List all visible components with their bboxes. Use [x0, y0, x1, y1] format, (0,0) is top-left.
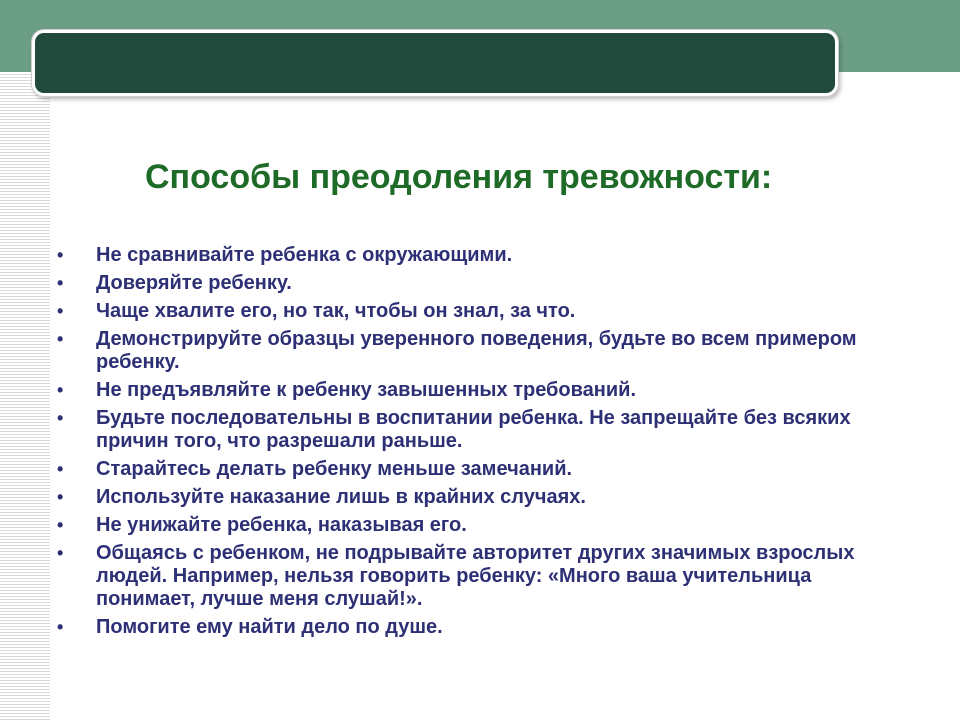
list-item-text: Не унижайте ребенка, наказывая его. — [96, 514, 467, 536]
list-item — [55, 486, 905, 509]
list-item — [55, 542, 905, 611]
bullet-dot: • — [57, 329, 64, 349]
list-item — [55, 244, 905, 267]
bullet-dot: • — [57, 273, 64, 293]
bullet-dot: • — [57, 245, 64, 265]
list-item-text: Чаще хвалите его, но так, чтобы он знал, за что. — [96, 300, 576, 322]
list-item — [55, 272, 905, 295]
list-item-text: Не предъявляйте к ребенку завышенных требований. — [96, 379, 636, 401]
list-item-text: Помогите ему найти дело по душе. — [96, 616, 443, 638]
list-item — [55, 300, 905, 323]
bullet-dot: • — [57, 487, 64, 507]
bullet-dot: • — [57, 617, 64, 637]
list-item — [55, 407, 905, 453]
list-item-text: Используйте наказание лишь в крайних случаях. — [96, 486, 586, 508]
bullet-dot: • — [57, 301, 64, 321]
list-item-text: Доверяйте ребенку. — [96, 272, 292, 294]
list-item-text: Старайтесь делать ребенку меньше замечаний. — [96, 458, 573, 480]
title-bar-panel — [32, 30, 838, 96]
slide-title: Способы преодоления тревожности: — [145, 158, 773, 196]
list-item-text: Будьте последовательны в воспитании ребенка. Не запрещайте без всяких причин того, что разрешали раньше. — [96, 407, 851, 452]
list-item — [55, 458, 905, 481]
bullet-dot: • — [57, 515, 64, 535]
bullet-dot: • — [57, 459, 64, 479]
list-item — [55, 616, 905, 639]
list-item-text: Демонстрируйте образцы уверенного поведения, будьте во всем примером ребенку. — [96, 328, 857, 373]
list-item — [55, 328, 905, 374]
list-item — [55, 514, 905, 537]
list-item — [55, 379, 905, 402]
list-item-text: Не сравнивайте ребенка с окружающими. — [96, 244, 513, 266]
list-item-text: Общаясь с ребенком, не подрывайте авторитет других значимых взрослых людей. Например, нельзя говорить ребенку: «Много ваша учительница понимает, лучше меня слушай!». — [96, 542, 855, 610]
left-striped-margin — [0, 72, 50, 720]
bullet-dot: • — [57, 380, 64, 400]
bullet-list — [55, 244, 905, 644]
bullet-dot: • — [57, 543, 64, 563]
bullet-dot: • — [57, 408, 64, 428]
